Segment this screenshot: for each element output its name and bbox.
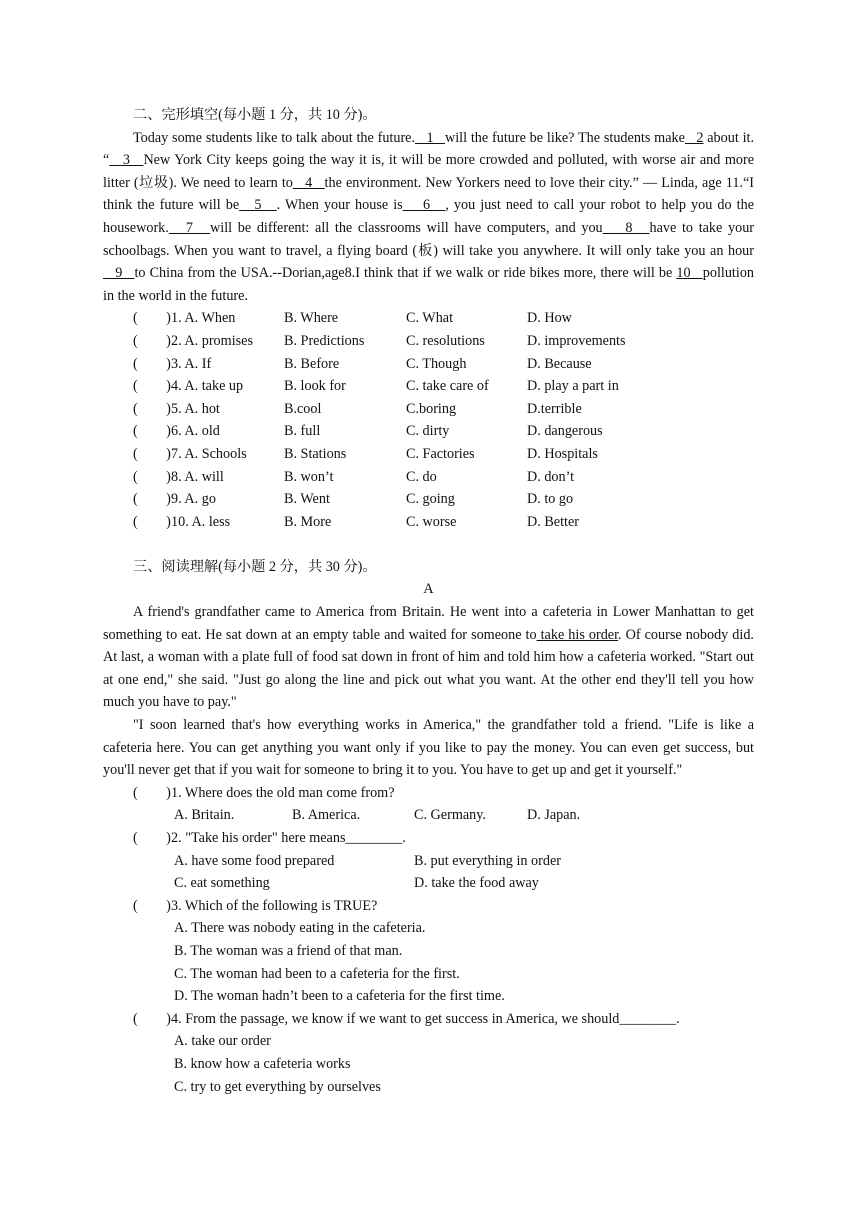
blank-underline: 4 [292, 174, 325, 191]
option-c: C. Factories [406, 445, 475, 462]
option-a: A. have some food prepared [174, 852, 335, 869]
section3-heading: 三、阅读理解(每小题 2 分，共 30 分)。 [133, 558, 377, 575]
option-c: C. try to get everything by ourselves [174, 1078, 381, 1095]
option-c: C. take care of [406, 378, 489, 395]
option-d: D. take the food away [414, 875, 539, 892]
answer-bracket[interactable]: ( ) [133, 897, 171, 914]
passage-text: have to take your schoolbags. When you want to travel, a flying board (板) will take you anywhere. It will only take you an hour [103, 219, 755, 259]
option-c: C.boring [406, 400, 457, 417]
cloze-options [103, 307, 754, 533]
answer-bracket[interactable]: ( ) [133, 400, 171, 417]
option-a: 8. A. will [171, 468, 224, 485]
option-b: B. know how a cafeteria works [174, 1055, 351, 1072]
answer-bracket[interactable]: ( ) [133, 468, 171, 485]
cloze-question-row [103, 375, 754, 398]
question-text: 4. From the passage, we know if we want to get success in America, we should________. [171, 1010, 680, 1027]
option-d: D. improvements [527, 332, 626, 349]
cloze-question-row [103, 353, 754, 376]
cloze-passage [103, 127, 754, 308]
option-a: A. Britain. [174, 807, 235, 824]
cloze-question-row [103, 398, 754, 421]
passage-text: will be different: all the classrooms will have computers, and you [210, 219, 603, 236]
blank-underline: 1 [415, 129, 445, 146]
passage-text: pollution in the world in the future. [103, 265, 755, 304]
option-a: 6. A. old [171, 423, 220, 440]
cloze-question-row [103, 330, 754, 353]
blank-underline: 10 [676, 265, 703, 282]
answer-bracket[interactable]: ( ) [133, 513, 171, 530]
answer-bracket[interactable]: ( ) [133, 310, 171, 327]
question-text: 3. Which of the following is TRUE? [171, 897, 378, 914]
question-2-options-row-2 [103, 872, 754, 895]
answer-bracket[interactable]: ( ) [133, 491, 171, 508]
option-d: D. Hospitals [527, 445, 598, 462]
option-d: D. Japan. [527, 807, 581, 824]
answer-bracket[interactable]: ( ) [133, 1010, 171, 1027]
reading-paragraph-1 [103, 601, 754, 714]
answer-bracket[interactable]: ( ) [133, 445, 171, 462]
option-d: D. Because [527, 355, 592, 372]
option-d: D. dangerous [527, 423, 603, 440]
option-a: 4. A. take up [171, 378, 244, 395]
cloze-question-row [103, 466, 754, 489]
reading-question-1 [103, 782, 754, 805]
option-b: B. Went [284, 491, 330, 508]
option-a: 1. A. When [171, 310, 236, 327]
cloze-question-row [103, 488, 754, 511]
option-a: 10. A. less [171, 513, 231, 530]
option-c: C. resolutions [406, 332, 485, 349]
blank-underline: 7 [168, 219, 210, 236]
option-c: C. Though [406, 355, 467, 372]
option-b: B. Before [284, 355, 340, 372]
answer-bracket[interactable]: ( ) [133, 784, 171, 801]
option-c: C. What [406, 310, 454, 327]
blank-underline: 9 [103, 265, 135, 282]
option-b: B. full [284, 423, 321, 440]
option-a: A. There was nobody eating in the cafeteria. [174, 920, 426, 937]
blank-underline: 8 [602, 219, 650, 236]
option-a: 9. A. go [171, 491, 216, 508]
option-a: 7. A. Schools [171, 445, 247, 462]
question-1-options [103, 804, 754, 827]
option-c: C. The woman had been to a cafeteria for the first. [174, 965, 460, 982]
option-c: C. eat something [174, 875, 270, 892]
blank-underline: 5 [239, 197, 277, 214]
reading-question-2 [103, 827, 754, 850]
passage-text: Today some students like to talk about the future. [133, 129, 416, 146]
passage-text: , you just need to call your robot to help you do the housework. [103, 197, 755, 236]
blank-underline: 3 [109, 152, 144, 169]
passage-label: A [423, 581, 434, 598]
passage-text: A friend's grandfather came to America from Britain. He went into a cafeteria in Lower Manhattan to get something to eat. He sat down at an empty table and waited for someone to [103, 604, 754, 643]
option-c: C. going [406, 491, 455, 508]
option-c: C. worse [406, 513, 457, 530]
option-b: B. The woman was a friend of that man. [174, 942, 403, 959]
option-c: C. do [406, 468, 437, 485]
option-d: D. How [527, 310, 572, 327]
reading-question-3 [103, 895, 754, 918]
option-b: B.cool [284, 400, 322, 417]
answer-bracket[interactable]: ( ) [133, 830, 171, 846]
option-b: B. America. [292, 807, 361, 824]
option-b: B. More [284, 513, 332, 530]
option-d: D. The woman hadn’t been to a cafeteria for the first time. [174, 988, 505, 1005]
blank-underline: take his order [536, 626, 619, 643]
option-d: D. don’t [527, 468, 575, 485]
option-a: 5. A. hot [171, 400, 220, 417]
blank-underline: 2 [684, 129, 704, 146]
option-b: B. Predictions [284, 332, 365, 349]
passage-text: the environment. New Yorkers need to love their city.” — Linda, age 11.“I think the future will be [103, 174, 754, 214]
option-a: 3. A. If [171, 355, 212, 372]
passage-text: New York City keeps going the way it is, it will be more crowded and polluted, with worse air and more litter (垃圾). We need to learn to [103, 152, 755, 191]
spacer [103, 533, 754, 556]
cloze-question-row [103, 420, 754, 443]
blank-underline: 6 [402, 197, 446, 214]
option-c: C. dirty [406, 423, 450, 440]
answer-bracket[interactable]: ( ) [133, 423, 171, 440]
option-d: D. to go [527, 491, 574, 508]
option-c: C. Germany. [414, 807, 486, 824]
cloze-question-row [103, 511, 754, 534]
option-a: 2. A. promises [171, 332, 253, 349]
passage-text: will the future be like? The students make [444, 129, 685, 146]
exam-page [103, 104, 754, 1098]
answer-bracket[interactable]: ( ) [133, 355, 171, 372]
option-d: D. Better [527, 513, 580, 530]
reading-paragraph-2: "I soon learned that's how everything works in America," the grandfather told a friend. "Life is like a cafeteria here. You can get anything you want only if you like to pay the money. You can even get success, but you'll never get that if you wait for someone to bring it to you. You have to get up and get it yourself." [103, 717, 754, 779]
question-text: 2. "Take his order" here means________. [171, 830, 406, 846]
option-b: B. Stations [284, 445, 347, 462]
section2-heading: 二、完形填空(每小题 1 分，共 10 分)。 [133, 107, 377, 123]
cloze-question-row [103, 443, 754, 466]
reading-question-4 [103, 1008, 754, 1031]
option-b: B. Where [284, 310, 339, 327]
option-b: B. look for [284, 378, 346, 395]
question-2-options-row-1 [103, 850, 754, 873]
passage-text: . Of course nobody did. At last, a woman with a plate full of food sat down in front of him and told him how a cafeteria worked. "Start out at one end," she said. "Just go along the line and pick out what you want. At the other end they'll tell you how much you have to pay." [103, 626, 754, 711]
passage-text: about it. “ [103, 129, 755, 169]
option-d: D. play a part in [527, 378, 619, 395]
answer-bracket[interactable]: ( ) [133, 378, 171, 395]
cloze-question-row [103, 307, 754, 330]
passage-text: . When your house is [276, 197, 403, 214]
option-b: B. won’t [284, 468, 334, 485]
option-a: A. take our order [174, 1033, 271, 1050]
question-text: 1. Where does the old man come from? [171, 784, 395, 801]
passage-text: to China from the USA.--Dorian,age8.I think that if we walk or ride bikes more, there will be [134, 265, 677, 282]
option-b: B. put everything in order [414, 852, 561, 869]
option-d: D.terrible [527, 400, 582, 417]
answer-bracket[interactable]: ( ) [133, 332, 171, 349]
